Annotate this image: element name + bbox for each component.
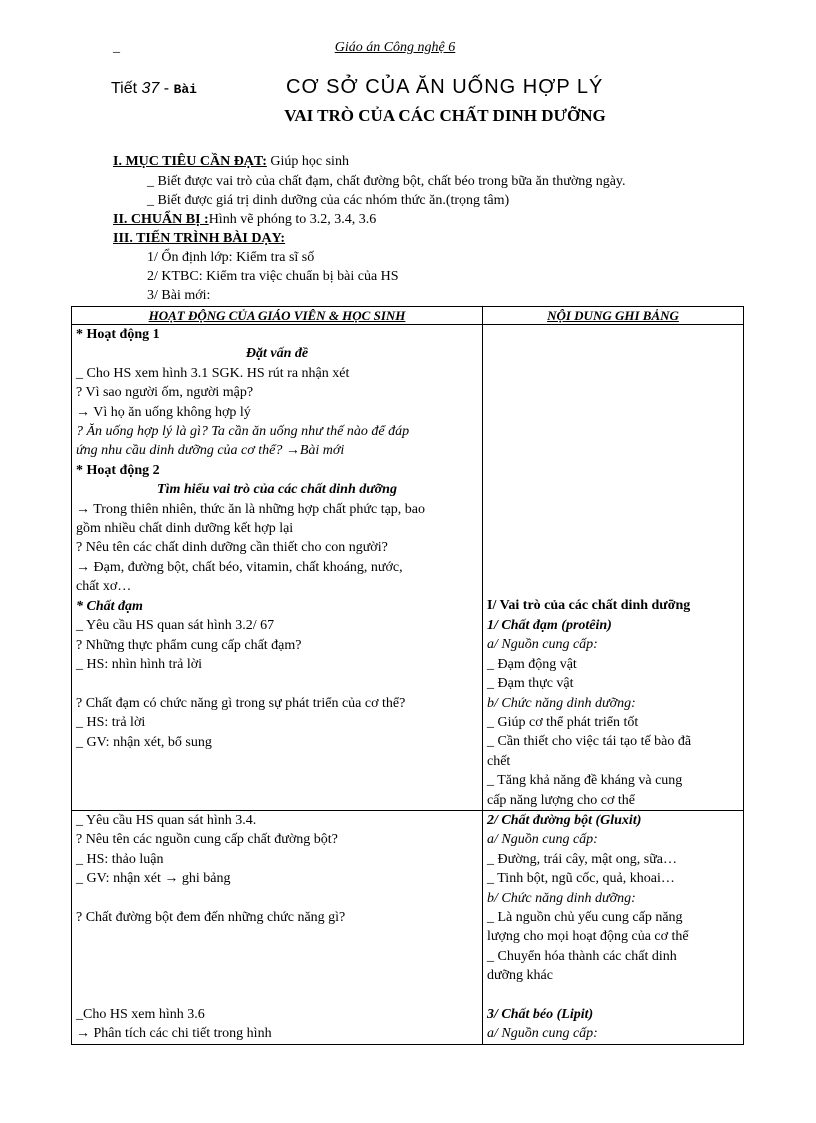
text-line: _ Yêu cầu HS quan sát hình 3.2/ 67 bbox=[76, 618, 275, 634]
board-line: cấp năng lượng cho cơ thể bbox=[487, 792, 635, 808]
text-fragment: Phân tích các chi tiết trong hình bbox=[93, 1026, 272, 1042]
table-row bbox=[72, 325, 744, 811]
blank-line bbox=[487, 325, 739, 344]
text-line: _ HS: trả lời bbox=[76, 715, 146, 731]
blank-line bbox=[76, 889, 478, 908]
prep-text: Hình vẽ phóng to 3.2, 3.4, 3.6 bbox=[208, 212, 377, 227]
prep-heading: II. CHUẨN BỊ : bbox=[113, 212, 209, 227]
objectives-title: I. MỤC TIÊU CẦN ĐẠT: bbox=[113, 154, 267, 169]
board-line: _ Đạm động vật bbox=[487, 656, 577, 672]
blank-line bbox=[487, 500, 739, 519]
activity-2-label: * Hoạt động 2 bbox=[76, 462, 160, 478]
lesson-title: CƠ SỞ CỦA ĂN UỐNG HỢP LÝ bbox=[286, 76, 604, 98]
board-line: a/ Nguồn cung cấp: bbox=[487, 832, 598, 848]
tiet-label: Tiết bbox=[111, 80, 138, 97]
board-line: _ Tinh bột, ngũ cốc, quả, khoai… bbox=[487, 871, 675, 887]
board-cell bbox=[483, 810, 744, 1044]
objectives-heading bbox=[113, 152, 349, 171]
text-line: ? Chất đường bột đem đến những chức năng gì? bbox=[76, 909, 346, 925]
text-fragment: Vì họ ăn uống không hợp lý bbox=[93, 404, 251, 420]
blank-line bbox=[76, 947, 478, 966]
board-subheading: 2/ Chất đường bột (Gluxit) bbox=[487, 812, 642, 828]
text-line: chất xơ… bbox=[76, 579, 132, 595]
board-line: b/ Chức năng dinh dưỡng: bbox=[487, 890, 636, 906]
blank-line bbox=[487, 441, 739, 460]
board-subheading: 3/ Chất béo (Lipit) bbox=[487, 1006, 594, 1022]
blank-line bbox=[487, 383, 739, 402]
text-fragment: ứng nhu cầu dinh dưỡng của cơ thể? bbox=[76, 443, 283, 459]
activities-cell bbox=[72, 325, 483, 811]
blank-line bbox=[487, 558, 739, 577]
text-line bbox=[76, 441, 478, 460]
lesson-num: 37 bbox=[141, 80, 160, 97]
board-subheading: 1/ Chất đạm (protêin) bbox=[487, 617, 612, 633]
arrow-icon: → bbox=[285, 443, 300, 459]
blank-line bbox=[487, 364, 739, 383]
arrow-icon: → bbox=[76, 1026, 94, 1042]
board-line: _ Đường, trái cây, mật ong, sữa… bbox=[487, 851, 678, 867]
lesson-number bbox=[111, 80, 197, 98]
process-step: 2/ KTBC: Kiểm tra việc chuẩn bị bài của HS bbox=[147, 269, 399, 284]
blank-line bbox=[487, 577, 739, 596]
blank-line bbox=[487, 986, 739, 1005]
process-step: 3/ Bài mới: bbox=[147, 288, 211, 303]
section-label: * Chất đạm bbox=[76, 598, 143, 614]
text-line: gồm nhiều chất dinh dưỡng kết hợp lại bbox=[76, 521, 294, 537]
text-line: _ Cho HS xem hình 3.1 SGK. HS rút ra nhận xét bbox=[76, 365, 350, 381]
page-header-subject: Giáo án Công nghệ 6 bbox=[334, 40, 456, 55]
board-line: _ Chuyển hóa thành các chất dinh bbox=[487, 948, 677, 964]
objectives-title-rest: Giúp học sinh bbox=[266, 154, 349, 169]
objective-item: _ Biết được giá trị dinh dưỡng của các nhóm thức ăn.(trọng tâm) bbox=[147, 193, 510, 208]
lesson-table bbox=[71, 306, 744, 1045]
board-line: b/ Chức năng dinh dưỡng: bbox=[487, 695, 636, 711]
lesson-sep: - bbox=[163, 80, 170, 97]
text-fragment: Đạm, đường bột, chất béo, vitamin, chất khoáng, nước, bbox=[93, 559, 403, 575]
table-header-row bbox=[72, 307, 744, 325]
text-fragment: _ GV: nhận xét bbox=[76, 871, 161, 887]
arrow-icon: → bbox=[164, 871, 179, 887]
text-fragment: ghi bảng bbox=[181, 871, 231, 887]
board-line: _ Là nguồn chủ yếu cung cấp năng bbox=[487, 909, 683, 925]
blank-line bbox=[76, 927, 478, 946]
text-line bbox=[76, 1024, 478, 1043]
text-fragment: Bài mới bbox=[299, 443, 345, 459]
objective-item: _ Biết được vai trò của chất đạm, chất đường bột, chất béo trong bữa ăn thường ngày. bbox=[147, 174, 626, 189]
text-line: ? Những thực phẩm cung cấp chất đạm? bbox=[76, 637, 302, 653]
activity-1-title: Đặt vấn đề bbox=[245, 346, 309, 362]
board-line: _ Tăng khả năng đề kháng và cung bbox=[487, 773, 683, 789]
board-line: _ Giúp cơ thể phát triển tốt bbox=[487, 714, 639, 730]
blank-line bbox=[487, 461, 739, 480]
header-dash: _ bbox=[113, 40, 120, 55]
board-line: lượng cho mọi hoạt động của cơ thể bbox=[487, 929, 689, 945]
blank-line bbox=[76, 966, 478, 985]
text-line: _ GV: nhận xét, bổ sung bbox=[76, 734, 212, 750]
activities-cell bbox=[72, 810, 483, 1044]
blank-line bbox=[487, 422, 739, 441]
board-line: chết bbox=[487, 753, 511, 769]
process-step: 1/ Ổn định lớp: Kiểm tra sĩ số bbox=[147, 250, 315, 265]
blank-line bbox=[487, 519, 739, 538]
text-line bbox=[76, 558, 478, 577]
blank-line bbox=[76, 674, 478, 693]
blank-line bbox=[487, 480, 739, 499]
activity-1-label: * Hoạt động 1 bbox=[76, 327, 160, 342]
board-heading: I/ Vai trò của các chất dinh dưỡng bbox=[487, 598, 691, 614]
text-line: _ HS: thảo luận bbox=[76, 851, 164, 867]
lesson-subtitle: VAI TRÒ CỦA CÁC CHẤT DINH DƯỠNG bbox=[284, 106, 606, 125]
text-line: ? Nêu tên các chất dinh dưỡng cần thiết cho con người? bbox=[76, 540, 388, 556]
board-line: dưỡng khác bbox=[487, 968, 553, 984]
process-heading: III. TIẾN TRÌNH BÀI DẠY: bbox=[113, 231, 286, 246]
col-header-activities: HOẠT ĐỘNG CỦA GIÁO VIÊN & HỌC SINH bbox=[72, 307, 483, 325]
board-line: _ Đạm thực vật bbox=[487, 676, 574, 692]
text-fragment: Trong thiên nhiên, thức ăn là những hợp chất phức tạp, bao bbox=[93, 501, 426, 517]
board-cell bbox=[483, 325, 744, 811]
col-header-board: NỘI DUNG GHI BẢNG bbox=[483, 307, 744, 325]
arrow-icon: → bbox=[76, 559, 94, 575]
blank-line bbox=[487, 403, 739, 422]
text-line: _ HS: nhìn hình trả lời bbox=[76, 656, 203, 672]
board-line: a/ Nguồn cung cấp: bbox=[487, 637, 598, 653]
text-line: ? Vì sao người ốm, người mập? bbox=[76, 385, 254, 401]
text-line: ? Nêu tên các nguồn cung cấp chất đường bột? bbox=[76, 832, 338, 848]
table-row bbox=[72, 810, 744, 1044]
text-line: _ Yêu cầu HS quan sát hình 3.4. bbox=[76, 812, 257, 828]
bai-label: Bài bbox=[173, 82, 197, 97]
text-line bbox=[76, 403, 478, 422]
prep-line bbox=[113, 210, 376, 229]
blank-line bbox=[76, 986, 478, 1005]
text-line: ? Chất đạm có chức năng gì trong sự phát triển của cơ thể? bbox=[76, 695, 406, 711]
blank-line bbox=[487, 538, 739, 557]
arrow-icon: → bbox=[76, 501, 94, 517]
text-line bbox=[76, 500, 478, 519]
arrow-icon: → bbox=[76, 404, 94, 420]
text-line: ? Ăn uống hợp lý là gì? Ta cần ăn uống như thế nào để đáp bbox=[76, 424, 410, 440]
activity-2-title: Tìm hiểu vai trò của các chất dinh dưỡng bbox=[157, 482, 397, 498]
blank-line bbox=[487, 344, 739, 363]
text-line: _Cho HS xem hình 3.6 bbox=[76, 1006, 205, 1022]
board-line: _ Cần thiết cho việc tái tạo tế bào đã bbox=[487, 734, 692, 750]
board-line: a/ Nguồn cung cấp: bbox=[487, 1026, 598, 1042]
text-line bbox=[76, 869, 478, 888]
